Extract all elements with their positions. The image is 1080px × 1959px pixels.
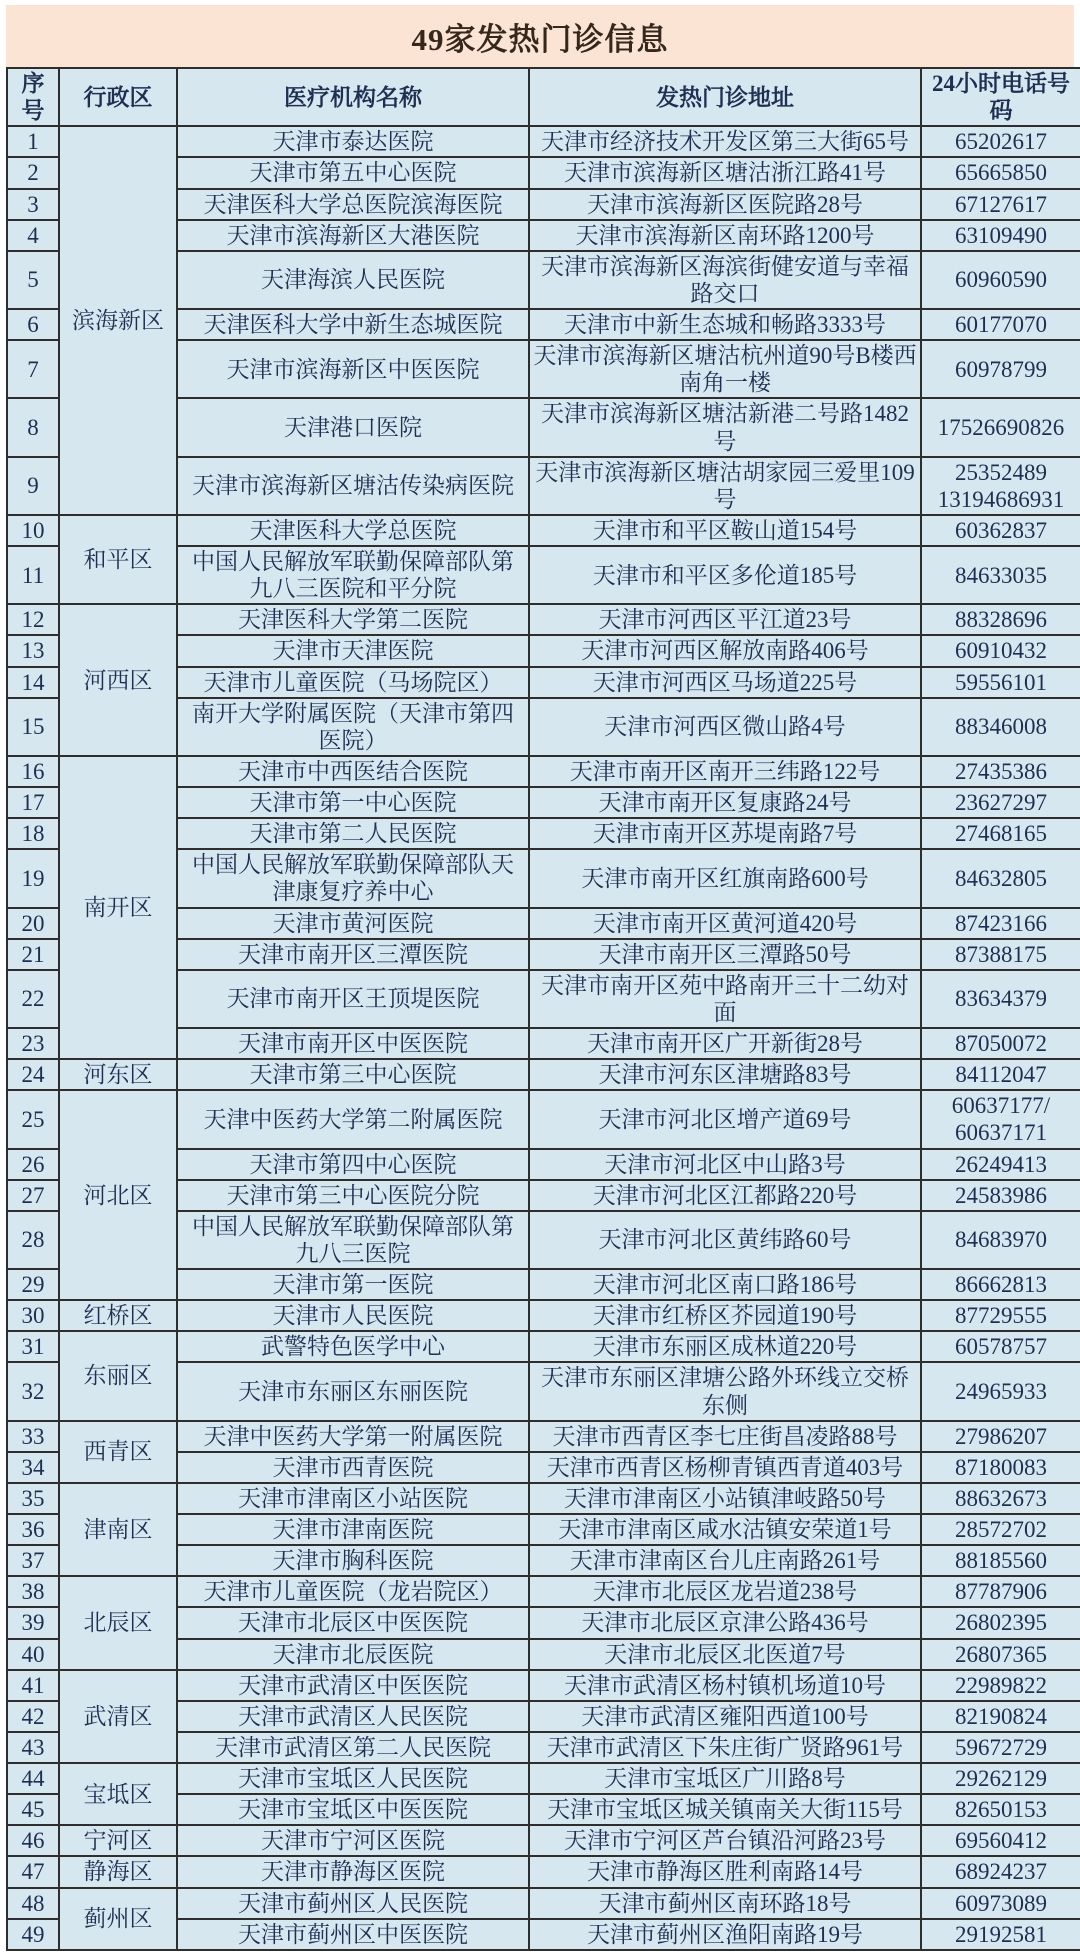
cell-name: 天津市宝坻区中医医院 (177, 1794, 529, 1825)
cell-phone: 68924237 (921, 1856, 1080, 1887)
cell-address: 天津市河北区江都路220号 (529, 1180, 921, 1211)
cell-phone: 23627297 (921, 787, 1080, 818)
cell-no: 4 (7, 220, 59, 251)
column-header-no: 序号 (7, 68, 59, 126)
cell-address: 天津市东丽区津塘公路外环线立交桥东侧 (529, 1362, 921, 1420)
cell-address: 天津市武清区雍阳西道100号 (529, 1701, 921, 1732)
cell-district: 静海区 (59, 1856, 177, 1887)
cell-name: 中国人民解放军联勤保障部队第九八三医院 (177, 1211, 529, 1269)
cell-name: 天津市儿童医院（龙岩院区） (177, 1576, 529, 1607)
cell-no: 37 (7, 1545, 59, 1576)
cell-address: 天津市东丽区成林道220号 (529, 1331, 921, 1362)
cell-address: 天津市北辰区北医道7号 (529, 1639, 921, 1670)
cell-name: 天津市蓟州区中医医院 (177, 1919, 529, 1950)
cell-district: 蓟州区 (59, 1888, 177, 1950)
column-header-address: 发热门诊地址 (529, 68, 921, 126)
cell-district: 东丽区 (59, 1331, 177, 1420)
cell-name: 天津市第二人民医院 (177, 818, 529, 849)
cell-no: 12 (7, 604, 59, 635)
cell-no: 43 (7, 1732, 59, 1763)
cell-no: 38 (7, 1576, 59, 1607)
cell-address: 天津市滨海新区塘沽新港二号路1482号 (529, 398, 921, 456)
cell-name: 天津市第三中心医院 (177, 1059, 529, 1090)
cell-no: 11 (7, 546, 59, 604)
cell-name: 天津中医药大学第一附属医院 (177, 1421, 529, 1452)
cell-phone: 17526690826 (921, 398, 1080, 456)
cell-district: 和平区 (59, 515, 177, 604)
cell-phone: 25352489 13194686931 (921, 457, 1080, 515)
cell-name: 天津海滨人民医院 (177, 251, 529, 309)
cell-phone: 60637177/ 60637171 (921, 1090, 1080, 1148)
cell-name: 天津医科大学中新生态城医院 (177, 309, 529, 340)
cell-address: 天津市津南区小站镇津岐路50号 (529, 1483, 921, 1514)
cell-no: 20 (7, 908, 59, 939)
cell-phone: 60960590 (921, 251, 1080, 309)
cell-name: 天津市北辰医院 (177, 1639, 529, 1670)
cell-phone: 88328696 (921, 604, 1080, 635)
cell-no: 6 (7, 309, 59, 340)
cell-no: 2 (7, 157, 59, 188)
cell-name: 天津市滨海新区大港医院 (177, 220, 529, 251)
cell-no: 35 (7, 1483, 59, 1514)
cell-phone: 24583986 (921, 1180, 1080, 1211)
cell-phone: 24965933 (921, 1362, 1080, 1420)
cell-name: 天津医科大学总医院滨海医院 (177, 189, 529, 220)
cell-address: 天津市和平区多伦道185号 (529, 546, 921, 604)
cell-district: 河北区 (59, 1090, 177, 1300)
cell-name: 天津医科大学第二医院 (177, 604, 529, 635)
cell-district: 南开区 (59, 756, 177, 1059)
cell-phone: 83634379 (921, 970, 1080, 1028)
cell-address: 天津市武清区杨村镇机场道10号 (529, 1670, 921, 1701)
table-row (7, 604, 1080, 635)
cell-address: 天津市西青区李七庄街昌凌路88号 (529, 1421, 921, 1452)
cell-address: 天津市滨海新区海滨街健安道与幸福路交口 (529, 251, 921, 309)
cell-address: 天津市滨海新区南环路1200号 (529, 220, 921, 251)
cell-name: 天津市儿童医院（马场院区） (177, 667, 529, 698)
cell-address: 天津市滨海新区塘沽胡家园三爱里109号 (529, 457, 921, 515)
cell-phone: 60177070 (921, 309, 1080, 340)
cell-address: 天津市津南区咸水沽镇安荣道1号 (529, 1514, 921, 1545)
column-header-phone: 24小时电话号码 (921, 68, 1080, 126)
cell-name: 天津市滨海新区塘沽传染病医院 (177, 457, 529, 515)
cell-address: 天津市蓟州区渔阳南路19号 (529, 1919, 921, 1950)
cell-phone: 29262129 (921, 1763, 1080, 1794)
cell-name: 天津市武清区第二人民医院 (177, 1732, 529, 1763)
cell-phone: 87729555 (921, 1300, 1080, 1331)
table-row (7, 515, 1080, 546)
cell-phone: 65202617 (921, 126, 1080, 157)
cell-address: 天津市宝坻区广川路8号 (529, 1763, 921, 1794)
cell-name: 天津市第五中心医院 (177, 157, 529, 188)
cell-district: 武清区 (59, 1670, 177, 1763)
cell-address: 天津市南开区三潭路50号 (529, 939, 921, 970)
cell-phone: 87388175 (921, 939, 1080, 970)
cell-address: 天津市宝坻区城关镇南关大街115号 (529, 1794, 921, 1825)
cell-name: 天津市第一医院 (177, 1269, 529, 1300)
cell-no: 42 (7, 1701, 59, 1732)
cell-address: 天津市南开区苏堤南路7号 (529, 818, 921, 849)
cell-address: 天津市河东区津塘路83号 (529, 1059, 921, 1090)
cell-name: 天津市南开区三潭医院 (177, 939, 529, 970)
cell-address: 天津市中新生态城和畅路3333号 (529, 309, 921, 340)
cell-district: 津南区 (59, 1483, 177, 1576)
cell-address: 天津市蓟州区南环路18号 (529, 1888, 921, 1919)
cell-phone: 87787906 (921, 1576, 1080, 1607)
table-row (7, 1888, 1080, 1919)
cell-address: 天津市滨海新区塘沽浙江路41号 (529, 157, 921, 188)
cell-no: 47 (7, 1856, 59, 1887)
cell-name: 天津市黄河医院 (177, 908, 529, 939)
cell-district: 河东区 (59, 1059, 177, 1090)
cell-no: 48 (7, 1888, 59, 1919)
cell-name: 天津市津南医院 (177, 1514, 529, 1545)
cell-no: 3 (7, 189, 59, 220)
cell-phone: 82650153 (921, 1794, 1080, 1825)
cell-phone: 88185560 (921, 1545, 1080, 1576)
cell-phone: 26249413 (921, 1149, 1080, 1180)
cell-address: 天津市静海区胜利南路14号 (529, 1856, 921, 1887)
cell-phone: 60978799 (921, 340, 1080, 398)
cell-name: 天津市北辰区中医医院 (177, 1607, 529, 1638)
cell-district: 宝坻区 (59, 1763, 177, 1825)
cell-name: 天津市天津医院 (177, 635, 529, 666)
cell-address: 天津市经济技术开发区第三大街65号 (529, 126, 921, 157)
cell-name: 天津市东丽区东丽医院 (177, 1362, 529, 1420)
cell-phone: 87050072 (921, 1028, 1080, 1059)
cell-name: 武警特色医学中心 (177, 1331, 529, 1362)
cell-phone: 60362837 (921, 515, 1080, 546)
cell-district: 滨海新区 (59, 126, 177, 515)
cell-no: 41 (7, 1670, 59, 1701)
cell-phone: 84112047 (921, 1059, 1080, 1090)
cell-phone: 59672729 (921, 1732, 1080, 1763)
cell-name: 中国人民解放军联勤保障部队第九八三医院和平分院 (177, 546, 529, 604)
column-header-name: 医疗机构名称 (177, 68, 529, 126)
clinic-table-body (7, 126, 1080, 1950)
cell-address: 天津市滨海新区医院路28号 (529, 189, 921, 220)
cell-no: 27 (7, 1180, 59, 1211)
cell-phone: 27986207 (921, 1421, 1080, 1452)
cell-address: 天津市宁河区芦台镇沿河路23号 (529, 1825, 921, 1856)
cell-phone: 26807365 (921, 1639, 1080, 1670)
cell-phone: 84632805 (921, 849, 1080, 907)
cell-no: 13 (7, 635, 59, 666)
cell-name: 天津市津南区小站医院 (177, 1483, 529, 1514)
cell-no: 22 (7, 970, 59, 1028)
cell-district: 红桥区 (59, 1300, 177, 1331)
cell-no: 17 (7, 787, 59, 818)
cell-no: 34 (7, 1452, 59, 1483)
table-row (7, 1300, 1080, 1331)
cell-no: 21 (7, 939, 59, 970)
cell-no: 14 (7, 667, 59, 698)
cell-address: 天津市河北区南口路186号 (529, 1269, 921, 1300)
cell-name: 天津市南开区中医医院 (177, 1028, 529, 1059)
cell-phone: 27435386 (921, 756, 1080, 787)
cell-name: 天津市第四中心医院 (177, 1149, 529, 1180)
cell-name: 天津医科大学总医院 (177, 515, 529, 546)
cell-name: 天津市武清区中医医院 (177, 1670, 529, 1701)
fever-clinic-table (6, 67, 1080, 1951)
page-title: 49家发热门诊信息 (411, 21, 669, 57)
cell-phone: 82190824 (921, 1701, 1080, 1732)
cell-district: 宁河区 (59, 1825, 177, 1856)
cell-name: 天津中医药大学第二附属医院 (177, 1090, 529, 1148)
cell-no: 8 (7, 398, 59, 456)
cell-district: 河西区 (59, 604, 177, 756)
cell-no: 16 (7, 756, 59, 787)
cell-name: 天津市宁河区医院 (177, 1825, 529, 1856)
cell-name: 天津市南开区王顶堤医院 (177, 970, 529, 1028)
cell-name: 天津市武清区人民医院 (177, 1701, 529, 1732)
cell-phone: 87423166 (921, 908, 1080, 939)
title-band (6, 5, 1074, 67)
cell-address: 天津市河北区黄纬路60号 (529, 1211, 921, 1269)
cell-address: 天津市北辰区京津公路436号 (529, 1607, 921, 1638)
table-row (7, 1576, 1080, 1607)
cell-no: 7 (7, 340, 59, 398)
cell-no: 15 (7, 698, 59, 756)
cell-phone: 60910432 (921, 635, 1080, 666)
cell-phone: 88632673 (921, 1483, 1080, 1514)
cell-address: 天津市津南区台儿庄南路261号 (529, 1545, 921, 1576)
cell-phone: 60973089 (921, 1888, 1080, 1919)
cell-no: 10 (7, 515, 59, 546)
cell-no: 44 (7, 1763, 59, 1794)
cell-no: 39 (7, 1607, 59, 1638)
cell-no: 49 (7, 1919, 59, 1950)
cell-phone: 65665850 (921, 157, 1080, 188)
cell-phone: 84683970 (921, 1211, 1080, 1269)
cell-district: 北辰区 (59, 1576, 177, 1669)
cell-name: 天津市胸科医院 (177, 1545, 529, 1576)
cell-no: 46 (7, 1825, 59, 1856)
table-row (7, 1331, 1080, 1362)
cell-address: 天津市河西区平江道23号 (529, 604, 921, 635)
cell-address: 天津市河北区中山路3号 (529, 1149, 921, 1180)
cell-address: 天津市红桥区芥园道190号 (529, 1300, 921, 1331)
cell-phone: 86662813 (921, 1269, 1080, 1300)
table-row (7, 1763, 1080, 1794)
cell-address: 天津市河北区增产道69号 (529, 1090, 921, 1148)
cell-address: 天津市和平区鞍山道154号 (529, 515, 921, 546)
cell-no: 26 (7, 1149, 59, 1180)
cell-name: 天津港口医院 (177, 398, 529, 456)
cell-phone: 59556101 (921, 667, 1080, 698)
cell-address: 天津市河西区马场道225号 (529, 667, 921, 698)
cell-name: 南开大学附属医院（天津市第四医院） (177, 698, 529, 756)
column-header-district: 行政区 (59, 68, 177, 126)
cell-phone: 63109490 (921, 220, 1080, 251)
cell-no: 32 (7, 1362, 59, 1420)
cell-name: 天津市西青医院 (177, 1452, 529, 1483)
cell-phone: 27468165 (921, 818, 1080, 849)
cell-address: 天津市北辰区龙岩道238号 (529, 1576, 921, 1607)
cell-phone: 84633035 (921, 546, 1080, 604)
cell-address: 天津市河西区解放南路406号 (529, 635, 921, 666)
cell-address: 天津市南开区黄河道420号 (529, 908, 921, 939)
cell-no: 28 (7, 1211, 59, 1269)
table-row (7, 1421, 1080, 1452)
cell-address: 天津市南开区南开三纬路122号 (529, 756, 921, 787)
cell-name: 天津市宝坻区人民医院 (177, 1763, 529, 1794)
cell-no: 40 (7, 1639, 59, 1670)
cell-no: 31 (7, 1331, 59, 1362)
cell-name: 天津市蓟州区人民医院 (177, 1888, 529, 1919)
cell-phone: 87180083 (921, 1452, 1080, 1483)
cell-name: 中国人民解放军联勤保障部队天津康复疗养中心 (177, 849, 529, 907)
cell-no: 1 (7, 126, 59, 157)
cell-address: 天津市滨海新区塘沽杭州道90号B楼西南角一楼 (529, 340, 921, 398)
cell-no: 25 (7, 1090, 59, 1148)
cell-no: 18 (7, 818, 59, 849)
cell-district: 西青区 (59, 1421, 177, 1483)
cell-address: 天津市南开区红旗南路600号 (529, 849, 921, 907)
cell-no: 9 (7, 457, 59, 515)
cell-name: 天津市静海区医院 (177, 1856, 529, 1887)
table-header-row (7, 68, 1080, 126)
cell-address: 天津市武清区下朱庄街广贤路961号 (529, 1732, 921, 1763)
cell-no: 19 (7, 849, 59, 907)
cell-phone: 69560412 (921, 1825, 1080, 1856)
cell-name: 天津市泰达医院 (177, 126, 529, 157)
cell-phone: 60578757 (921, 1331, 1080, 1362)
table-row (7, 1825, 1080, 1856)
cell-phone: 26802395 (921, 1607, 1080, 1638)
table-row (7, 1483, 1080, 1514)
cell-name: 天津市滨海新区中医医院 (177, 340, 529, 398)
cell-no: 5 (7, 251, 59, 309)
cell-name: 天津市第一中心医院 (177, 787, 529, 818)
cell-name: 天津市中西医结合医院 (177, 756, 529, 787)
cell-phone: 88346008 (921, 698, 1080, 756)
cell-address: 天津市南开区广开新街28号 (529, 1028, 921, 1059)
cell-name: 天津市人民医院 (177, 1300, 529, 1331)
cell-phone: 28572702 (921, 1514, 1080, 1545)
cell-address: 天津市南开区复康路24号 (529, 787, 921, 818)
cell-address: 天津市西青区杨柳青镇西青道403号 (529, 1452, 921, 1483)
cell-phone: 22989822 (921, 1670, 1080, 1701)
cell-no: 33 (7, 1421, 59, 1452)
cell-address: 天津市南开区苑中路南开三十二幼对面 (529, 970, 921, 1028)
cell-phone: 67127617 (921, 189, 1080, 220)
cell-no: 36 (7, 1514, 59, 1545)
cell-no: 29 (7, 1269, 59, 1300)
cell-no: 45 (7, 1794, 59, 1825)
cell-no: 30 (7, 1300, 59, 1331)
cell-address: 天津市河西区微山路4号 (529, 698, 921, 756)
table-row (7, 756, 1080, 787)
table-row (7, 1090, 1080, 1148)
table-row (7, 1670, 1080, 1701)
cell-no: 24 (7, 1059, 59, 1090)
cell-phone: 29192581 (921, 1919, 1080, 1950)
cell-name: 天津市第三中心医院分院 (177, 1180, 529, 1211)
table-row (7, 1059, 1080, 1090)
table-row (7, 126, 1080, 157)
cell-no: 23 (7, 1028, 59, 1059)
